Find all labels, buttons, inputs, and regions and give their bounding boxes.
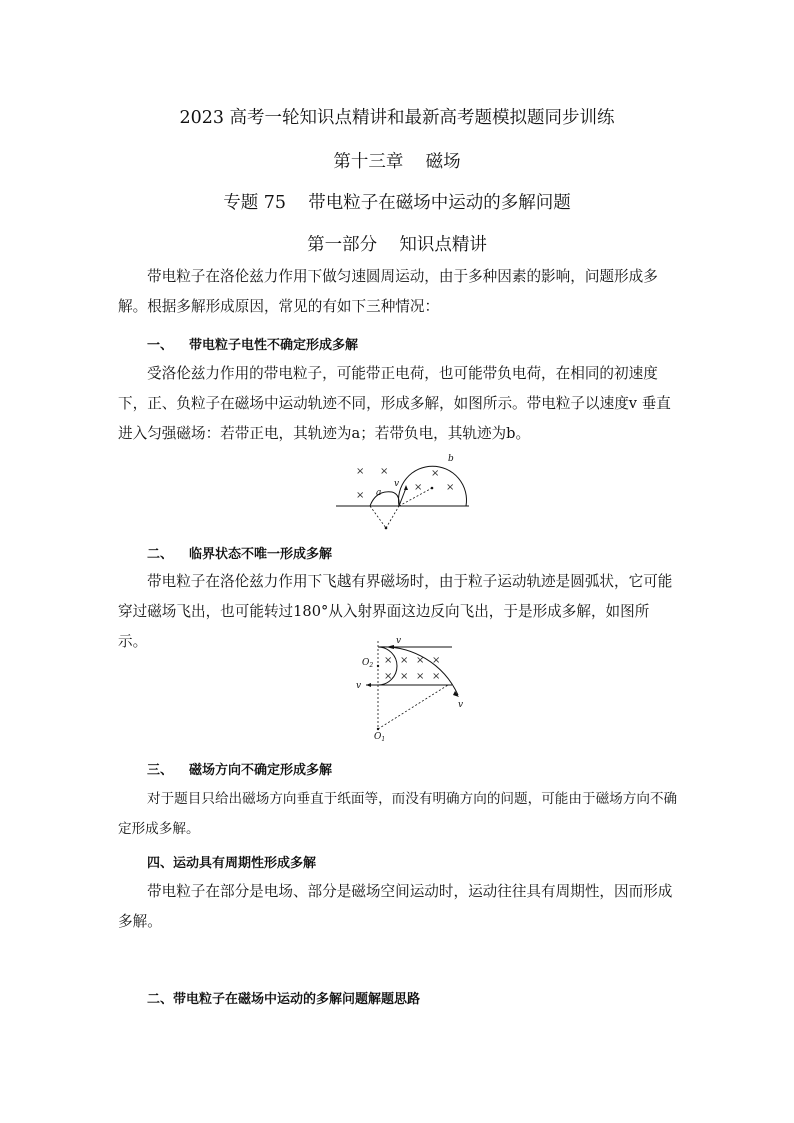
label-v: v xyxy=(394,479,400,489)
field-mark: × xyxy=(400,671,409,682)
section2-paragraph: 带电粒子在洛伦兹力作用下飞越有界磁场时，由于粒子运动轨迹是圆弧状，它可能穿过磁场飞出，也可能转过180°从入射界面这边反向飞出，于是形成多解，如图所示。 xyxy=(118,573,673,650)
section4-paragraph: 带电粒子在部分是电场、部分是磁场空间运动时，运动往往具有周期性，因而形成多解。 xyxy=(118,883,673,930)
section-number: 三、 xyxy=(147,763,174,778)
topic-title: 专题 75 带电粒子在磁场中运动的多解问题 xyxy=(223,193,571,213)
section-heading-2 xyxy=(147,543,332,562)
section-heading-text: 临界状态不唯一形成多解 xyxy=(189,547,333,562)
label-o2: $O_2$ xyxy=(362,658,374,669)
field-mark: × xyxy=(446,482,455,493)
section-heading-5: 二、带电粒子在磁场中运动的多解问题解题思路 xyxy=(147,992,421,1007)
label-a: a xyxy=(376,488,382,498)
field-mark: × xyxy=(380,466,389,477)
section-number: 一、 xyxy=(147,338,174,353)
section3-paragraph: 对于题目只给出磁场方向垂直于纸面等，而没有明确方向的问题，可能由于磁场方向不确定形成多解。 xyxy=(118,791,678,837)
field-mark: × xyxy=(356,490,365,501)
figure-critical-state xyxy=(352,633,472,743)
part-title: 第一部分 知识点精讲 xyxy=(307,235,487,255)
field-mark: × xyxy=(356,466,365,477)
intro-paragraph: 带电粒子在洛伦兹力作用下做匀速圆周运动，由于多种因素的影响，问题形成多解。根据多解形成原因，常见的有如下三种情况： xyxy=(118,268,658,315)
field-mark: × xyxy=(432,671,441,682)
field-mark: × xyxy=(432,655,441,666)
figure-1-svg xyxy=(336,452,476,530)
section-heading-3 xyxy=(147,759,332,778)
figure-charge-sign xyxy=(336,452,476,530)
chapter-title: 第十三章 磁场 xyxy=(333,152,461,172)
field-mark: × xyxy=(400,655,409,666)
field-mark: × xyxy=(431,468,440,479)
section-heading-1 xyxy=(147,334,358,353)
label-v-top: v xyxy=(396,636,402,646)
field-mark: × xyxy=(416,655,425,666)
label-o1: $O_1$ xyxy=(374,732,386,743)
label-v-left: v xyxy=(356,681,362,691)
section-heading-4: 四、运动具有周期性形成多解 xyxy=(147,856,317,871)
section-number: 二、 xyxy=(147,547,174,562)
figure-2-svg xyxy=(352,633,472,743)
field-mark: × xyxy=(384,671,393,682)
field-mark: × xyxy=(384,655,393,666)
field-mark: × xyxy=(414,482,423,493)
doc-title: 2023 高考一轮知识点精讲和最新高考题模拟题同步训练 xyxy=(179,108,615,128)
label-b: b xyxy=(448,454,454,464)
label-v-right: v xyxy=(458,700,464,710)
field-mark: × xyxy=(416,671,425,682)
section1-paragraph: 受洛伦兹力作用的带电粒子，可能带正电荷，也可能带负电荷，在相同的初速度下，正、负粒子在磁场中运动轨迹不同，形成多解，如图所示。带电粒子以速度v 垂直进入匀强磁场：若带正电，其轨迹为a；若带负电，其轨迹为b。 xyxy=(118,365,671,442)
section-heading-text: 磁场方向不确定形成多解 xyxy=(189,763,333,778)
section-heading-text: 带电粒子电性不确定形成多解 xyxy=(189,338,359,353)
